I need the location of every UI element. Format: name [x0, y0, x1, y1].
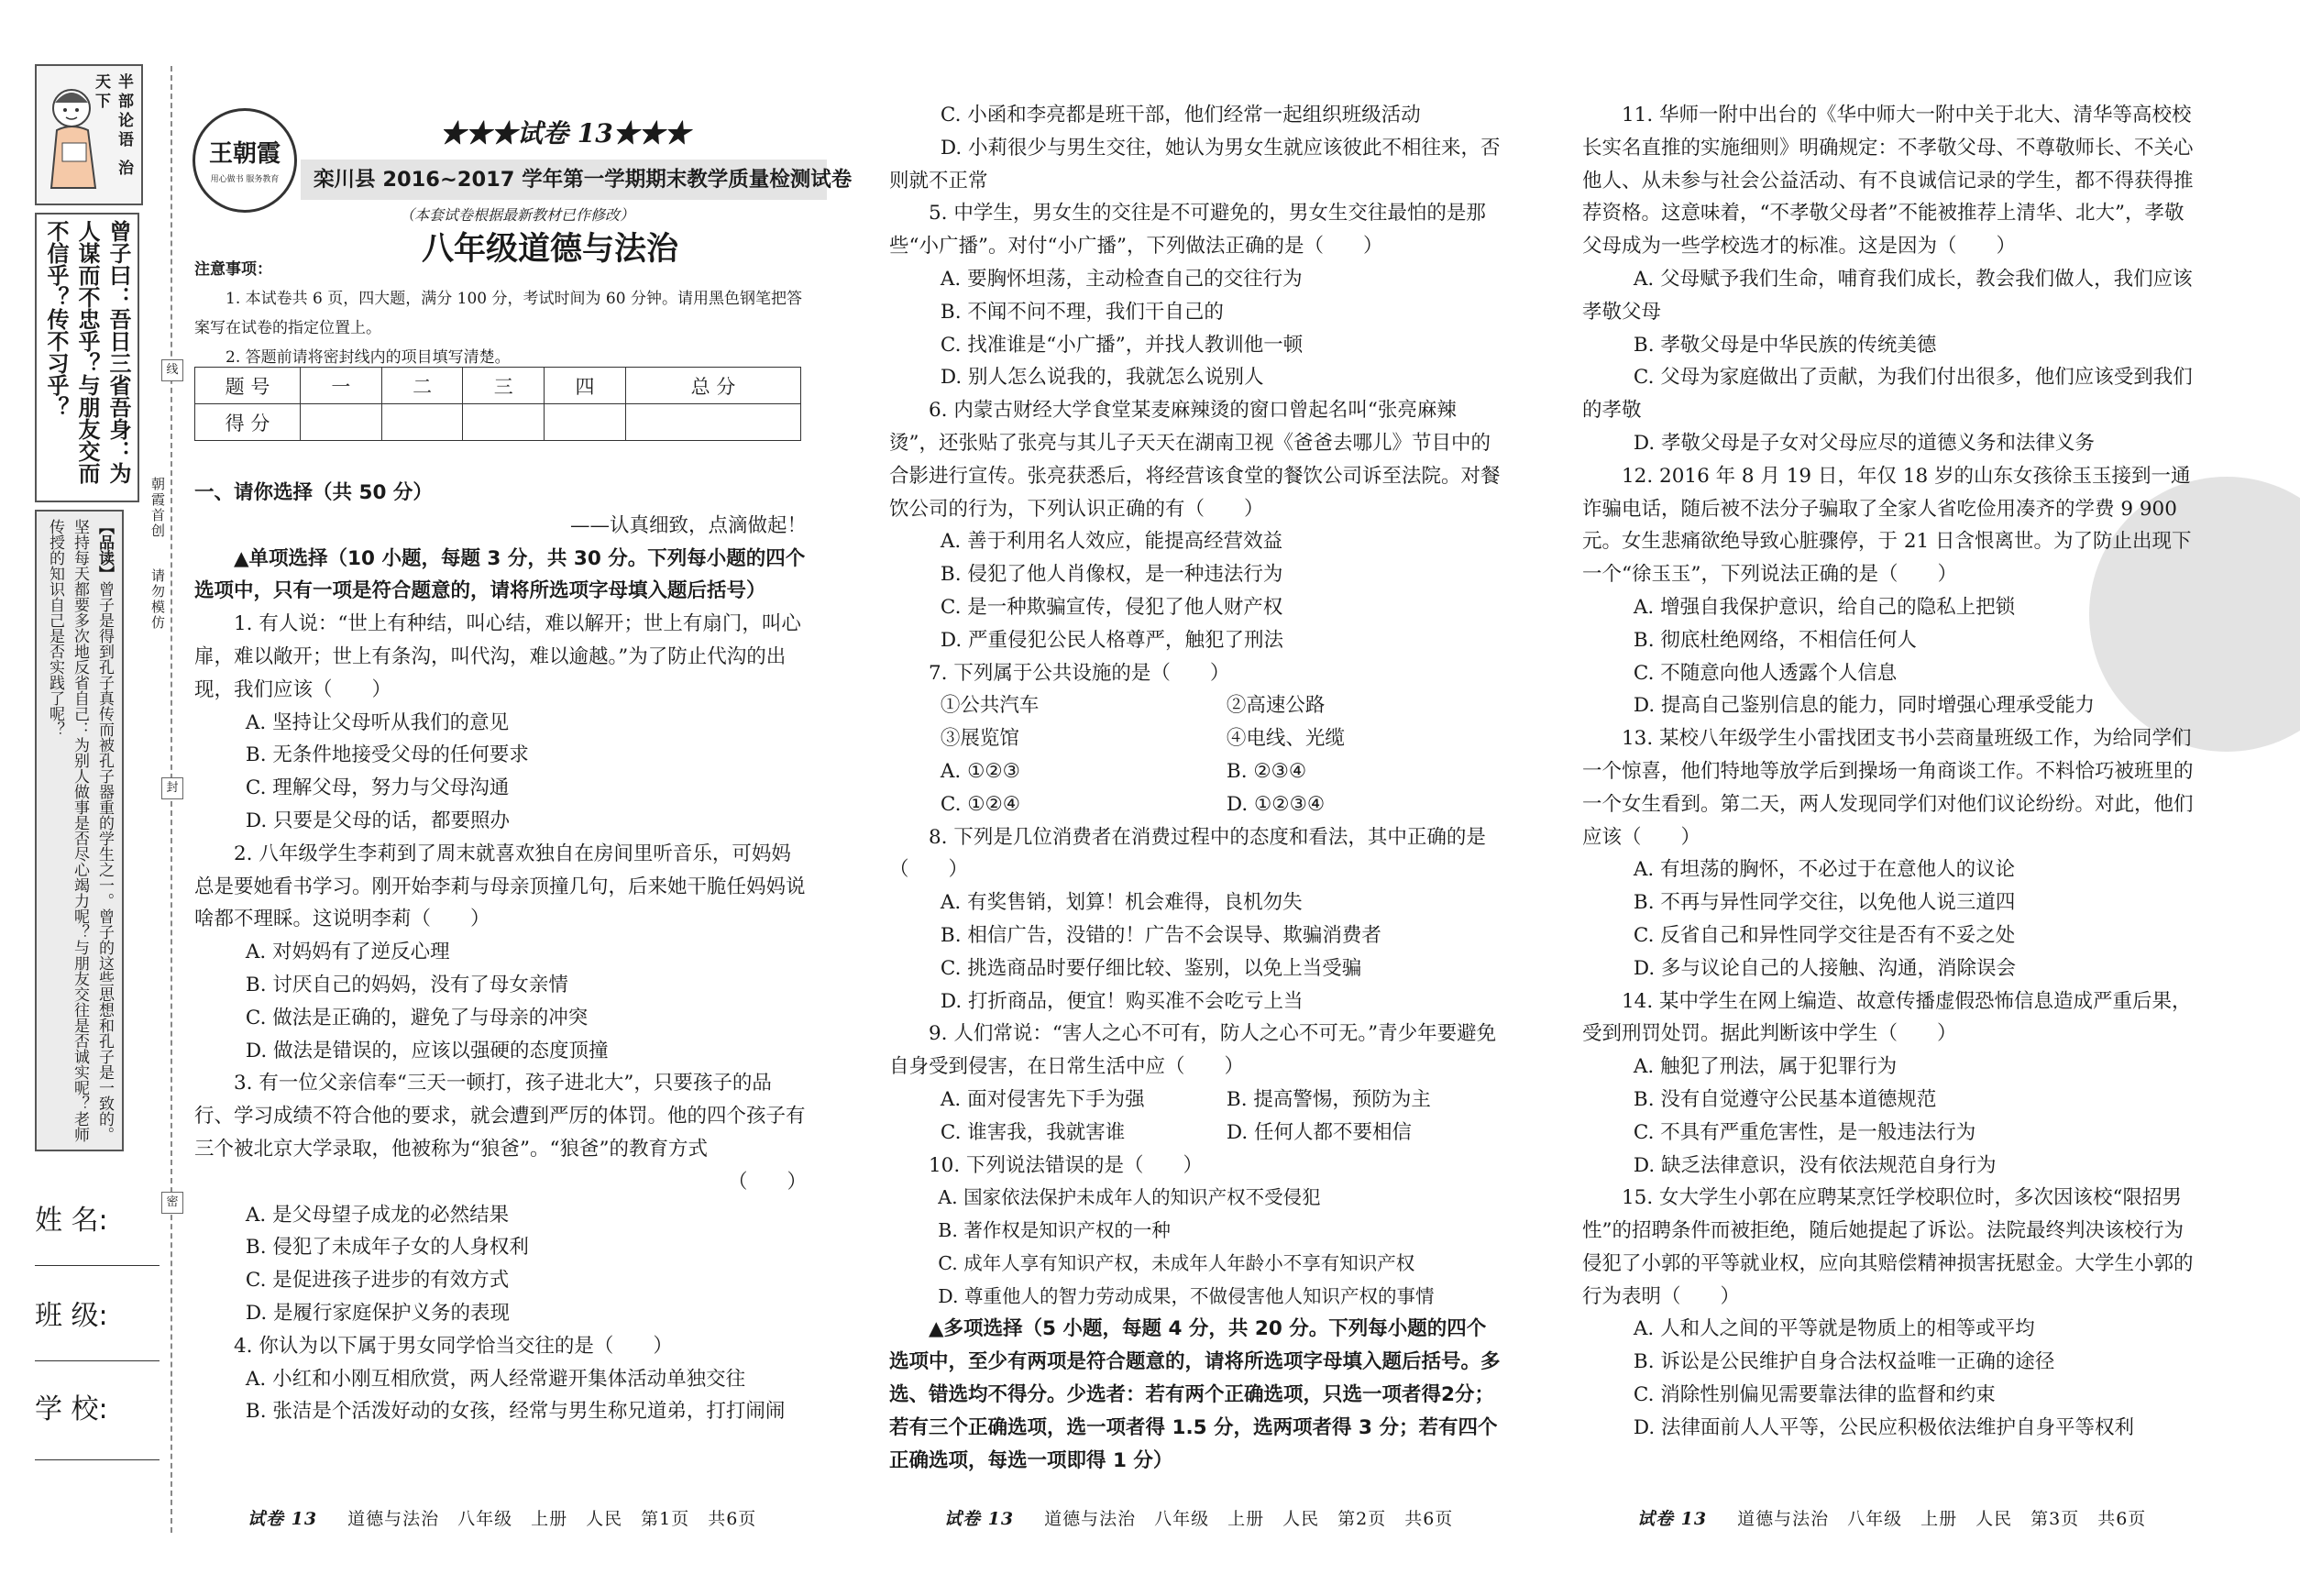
question-11: 11. 华师一附中出台的《华中师大一附中关于北大、清华等高校校长实名直推的实施细则》明确规定：不孝敬父母、不尊敬师长、不关心他人、从未参与社会公益活动、有不良诚信记录的学生，都不得获得推荐资格。这意味着，“不孝敬父母者”不能被推荐上清华、北大”，孝敬父母成为一些学校选才的标准。这是因为（ ）	[1582, 104, 2194, 259]
q9-options-row	[889, 1117, 1503, 1150]
footer-paper-no: 试卷 13	[248, 1509, 318, 1529]
q13-option-d: D. 多与议论自己的人接触、沟通，消除误会	[1633, 956, 2017, 980]
q8-option-b: B. 相信广告，没错的！广告不会误导、欺骗消费者	[940, 923, 1381, 947]
table-cell: 得 分	[195, 404, 301, 441]
q7-option-b: B. ②③④	[1226, 759, 1307, 783]
q8-option-a: A. 有奖售销，划算！机会难得，良机勿失	[940, 891, 1303, 915]
q3-option-a: A. 是父母望子成龙的必然结果	[245, 1203, 510, 1227]
class-label: 班 级:	[35, 1300, 108, 1332]
q2-option-d: D. 做法是错误的，应该以强硬的态度顶撞	[245, 1039, 609, 1062]
header-box	[35, 64, 143, 205]
q10-option-a: A. 国家依法保护未成年人的知识产权不受侵犯	[938, 1186, 1321, 1209]
q15-option-c: C. 消除性别偏见需要靠法律的监督和约束	[1633, 1383, 1996, 1407]
exam-title: 栾川县 2016~2017 学年第一学期期末教学质量检测试卷	[301, 160, 827, 200]
q7-options-row	[889, 788, 1503, 821]
section-title: 一、请你选择（共 50 分）	[194, 481, 433, 504]
q15-option-d: D. 法律面前人人平等，公民应积极依法维护自身平等权利	[1633, 1415, 2135, 1439]
single-choice-intro: ▲单项选择（10 小题，每题 3 分，共 30 分。下列每小题的四个选项中，只有一项是符合题意的，请将所选项字母填入题后括号）	[194, 546, 806, 603]
motto: ——认真细致，点滴做起！	[569, 513, 807, 537]
table-cell: 题 号	[195, 368, 301, 404]
q3-option-d: D. 是履行家庭保护义务的表现	[245, 1301, 511, 1325]
publisher-logo	[193, 108, 297, 213]
question-15: 15. 女大学生小郭在应聘某烹饪学校职位时，多次因该校“限招男性”的招聘条件而被拒绝，随后她提起了诉讼。法院最终判决该校行为侵犯了小郭的平等就业权，应向其赔偿精神损害抚慰金。大学生小郭的行为表明（ ）	[1582, 1186, 2194, 1308]
strip-header-chars: 半部论语 治天下	[92, 73, 133, 179]
q4-option-d: D. 小莉很少与男生交往，她认为男女生就应该彼此不相往来，否则就不正常	[889, 136, 1501, 193]
q4-option-a: A. 小红和小刚互相欣赏，两人经常避开集体活动单独交往	[245, 1367, 746, 1391]
q10-option-c: C. 成年人享有知识产权，未成年人年龄小不享有知识产权	[938, 1251, 1415, 1274]
q3-option-c: C. 是促进孩子进步的有效方式	[245, 1269, 510, 1293]
question-1: 1. 有人说：“世上有种结，叫心结，难以解开；世上有扇门，叫心扉，难以敞开；世上有条沟，叫代沟，难以逾越。”为了防止代沟的出现，我们应该（ ）	[194, 612, 801, 701]
seal-line	[171, 66, 172, 1533]
question-5: 5. 中学生，男女生的交往是不可避免的，男女生交往最怕的是那些“小广播”。对付“小广播”，下列做法正确的是（ ）	[889, 202, 1486, 259]
q5-option-a: A. 要胸怀坦荡，主动检查自己的交往行为	[940, 267, 1303, 291]
q5-option-c: C. 找准谁是“小广播”，并找人教训他一顿	[940, 333, 1304, 357]
q14-option-b: B. 没有自觉遵守公民基本道德规范	[1633, 1087, 1937, 1111]
table-cell: 一	[301, 368, 382, 404]
fold-text-2: 请勿模仿	[149, 568, 166, 631]
q3-answer-paren[interactable]: （ ）	[727, 1170, 807, 1194]
q6-option-b: B. 侵犯了他人肖像权，是一种违法行为	[940, 563, 1283, 587]
name-input-line[interactable]	[35, 1265, 160, 1266]
question-7: 7. 下列属于公共设施的是（ ）	[929, 661, 1230, 685]
footer-info: 道德与法治 八年级 上册 人民 第2页 共6页	[1044, 1509, 1454, 1529]
q10-option-b: B. 著作权是知识产权的一种	[938, 1219, 1171, 1242]
q14-option-a: A. 触犯了刑法，属于犯罪行为	[1633, 1055, 1898, 1079]
q7-item: ①公共汽车	[940, 694, 1040, 718]
page2-body	[889, 99, 1503, 1477]
q2-option-c: C. 做法是正确的，避免了与母亲的冲突	[245, 1006, 589, 1029]
question-4: 4. 你认为以下属于男女同学恰当交往的是（ ）	[234, 1334, 673, 1358]
q4-option-b: B. 张洁是个活泼好动的女孩，经常与男生称兄道弟，打打闹闹	[245, 1400, 786, 1424]
q7-option-c: C. ①②④	[940, 792, 1021, 816]
logo-text: 王朝霞	[208, 140, 281, 168]
q6-option-d: D. 严重侵犯公民人格尊严，触犯了刑法	[940, 628, 1284, 652]
table-cell: 二	[381, 368, 463, 404]
q9-options-row	[889, 1084, 1503, 1117]
left-sidebar-strip	[35, 64, 143, 1151]
q7-item: ③展览馆	[940, 727, 1019, 751]
school-label: 学 校:	[35, 1393, 108, 1425]
q9-option-b: B. 提高警惕，预防为主	[1226, 1087, 1431, 1111]
q12-option-a: A. 增强自我保护意识，给自己的隐私上把锁	[1633, 595, 2016, 619]
q7-item: ②高速公路	[1226, 694, 1326, 718]
q14-option-d: D. 缺乏法律意识，没有依法规范自身行为	[1633, 1153, 1997, 1177]
q2-option-a: A. 对妈妈有了逆反心理	[245, 941, 450, 964]
pindu-text: 曾子是得到孔子真传而被孔子器重的学生之一。曾子的这些思想和孔子是一致的。坚持每天都要多次地反省自己：为别人做事是否尽心竭力呢？与朋友交往是否诚实呢？老师传授的知识自己是否实践了呢？	[46, 519, 114, 1142]
score-input-cell[interactable]	[463, 404, 545, 441]
multi-choice-intro: ▲多项选择（5 小题，每题 4 分，共 20 分。下列每小题的四个选项中，至少有两项是符合题意的，请将所选项字母填入题后括号。多选、错选均不得分。少选者：若有两个正确选项，只选一项者得2分；若有三个正确选项，选一项者得 1.5 分，选两项者得 3 分；若有四个正确选项，每选一项即得 1 分）	[889, 1317, 1501, 1472]
q7-items-row	[889, 722, 1503, 755]
q7-items-row	[889, 689, 1503, 722]
question-9: 9. 人们常说：“害人之心不可有，防人之心不可无。”青少年要避免自身受到侵害，在日常生活中应（ ）	[889, 1022, 1497, 1079]
score-input-cell[interactable]	[301, 404, 382, 441]
q7-option-a: A. ①②③	[940, 759, 1020, 783]
q9-option-d: D. 任何人都不要相信	[1226, 1120, 1413, 1144]
q8-option-d: D. 打折商品，便宜！购买准不会吃亏上当	[940, 989, 1304, 1013]
q7-options-row	[889, 755, 1503, 788]
q12-option-c: C. 不随意向他人透露个人信息	[1633, 661, 1898, 685]
revision-note: （本套试卷根据最新教材已作修改）	[400, 206, 635, 224]
q15-option-a: A. 人和人之间的平等就是物质上的相等或平均	[1633, 1317, 2035, 1341]
q12-option-b: B. 彻底杜绝网络，不相信任何人	[1633, 628, 1917, 652]
table-cell: 三	[463, 368, 545, 404]
page2-footer	[944, 1505, 1453, 1530]
logo-subtext: 用心做书 服务教育	[210, 175, 280, 184]
q5-option-b: B. 不闻不问不理，我们干自己的	[940, 300, 1224, 324]
question-6: 6. 内蒙古财经大学食堂某麦麻辣烫的窗口曾起名叫“张亮麻辣烫”，还张贴了张亮与其儿子天天在湖南卫视《爸爸去哪儿》节目中的合影进行宣传。张亮获悉后，将经营该食堂的餐饮公司诉至法院。对餐饮公司的行为，下列认识正确的有（ ）	[889, 399, 1501, 521]
q11-option-a: A. 父母赋予我们生命，哺育我们成长，教会我们做人，我们应该孝敬父母	[1582, 267, 2193, 324]
fold-tag-mi: 密	[161, 1192, 183, 1214]
q11-option-d: D. 孝敬父母是子女对父母应尽的道德义务和法律义务	[1633, 431, 2096, 455]
q1-option-a: A. 坚持让父母听从我们的意见	[245, 710, 510, 734]
q13-option-b: B. 不再与异性同学交往，以免他人说三道四	[1633, 891, 2016, 915]
table-row	[195, 404, 801, 441]
q12-option-d: D. 提高自己鉴别信息的能力，同时增强心理承受能力	[1633, 694, 2096, 718]
page1-footer	[248, 1505, 756, 1530]
subject-title: 八年级道德与法治	[422, 231, 679, 268]
q3-option-b: B. 侵犯了未成年子女的人身权利	[245, 1236, 529, 1260]
score-input-cell[interactable]	[545, 404, 626, 441]
q14-option-c: C. 不具有严重危害性，是一般违法行为	[1633, 1120, 1976, 1144]
notice-item-2: 2. 答题前请将密封线内的项目填写清楚。	[226, 348, 511, 367]
notice-item-1: 1. 本试卷共 6 页，四大题，满分 100 分，考试时间为 60 分钟。请用黑色钢笔把答案写在试卷的指定位置上。	[194, 290, 802, 337]
score-input-cell[interactable]	[381, 404, 463, 441]
pindu-label: 【品读】	[95, 519, 114, 581]
score-table	[194, 367, 801, 441]
footer-paper-no: 试卷 13	[944, 1509, 1015, 1529]
quote-box: 曾子曰：吾日三省吾身：为人谋而不忠乎？与朋友交而不信乎？传不习乎？	[35, 213, 139, 502]
page3-body	[1582, 99, 2196, 1445]
q13-option-a: A. 有坦荡的胸怀，不必过于在意他人的议论	[1633, 858, 2016, 882]
question-13: 13. 某校八年级学生小雷找团支书小芸商量班级工作，为给同学们一个惊喜，他们特地等放学后到操场一角商谈工作。不料恰巧被班里的一个女生看到。第二天，两人发现同学们对他们议论纷纷。对此，他们应该（ ）	[1582, 727, 2194, 849]
notice	[194, 255, 809, 372]
question-14: 14. 某中学生在网上编造、故意传播虚假恐怖信息造成严重后果，受到刑罚处罚。据此判断该中学生（ ）	[1582, 989, 2192, 1046]
q6-option-c: C. 是一种欺骗宣传，侵犯了他人财产权	[940, 595, 1283, 619]
q11-option-b: B. 孝敬父母是中华民族的传统美德	[1633, 333, 1937, 357]
pindu-box	[35, 510, 124, 1151]
q1-option-c: C. 理解父母，努力与父母沟通	[245, 776, 510, 800]
question-3: 3. 有一位父亲信奉“三天一顿打，孩子进北大”，只要孩子的品行、学习成绩不符合他的要求，就会遭到严厉的体罚。他的四个孩子有三个被北京大学录取，他被称为“狼爸”。“狼爸”的教育方式	[194, 1072, 806, 1161]
score-input-cell[interactable]	[625, 404, 800, 441]
question-2: 2. 八年级学生李莉到了周末就喜欢独自在房间里听音乐，可妈妈总是要她看书学习。刚开始李莉与母亲顶撞几句，后来她干脆任妈妈说啥都不理睬。这说明李莉（ ）	[194, 842, 806, 931]
class-input-line[interactable]	[35, 1360, 160, 1361]
q11-option-c: C. 父母为家庭做出了贡献，为我们付出很多，他们应该受到我们的孝敬	[1582, 366, 2193, 423]
fold-tag-xian: 线	[161, 359, 183, 381]
q1-option-d: D. 只要是父母的话，都要照办	[245, 809, 511, 832]
page3-footer	[1637, 1505, 2146, 1530]
q9-option-c: C. 谁害我，我就害谁	[940, 1120, 1126, 1144]
question-12: 12. 2016 年 8 月 19 日，年仅 18 岁的山东女孩徐玉玉接到一通诈骗电话，随后被不法分子骗取了全家人省吃俭用凑齐的学费 9 900 元。女生悲痛欲绝导致心脏骤停，于 21 日含恨离世。为了防止出现下一个“徐玉玉”，下列说法正确的是（ ）	[1582, 464, 2192, 587]
fold-text-1: 朝霞首创	[149, 477, 166, 539]
q6-option-a: A. 善于利用名人效应，能提高经营效益	[940, 530, 1283, 554]
q8-option-c: C. 挑选商品时要仔细比较、鉴别，以免上当受骗	[940, 956, 1362, 980]
q1-option-b: B. 无条件地接受父母的任何要求	[245, 743, 529, 767]
notice-title: 注意事项：	[194, 260, 272, 279]
q7-option-d: D. ①②③④	[1226, 792, 1326, 816]
school-input-line[interactable]	[35, 1459, 160, 1460]
q9-option-a: A. 面对侵害先下手为强	[940, 1087, 1145, 1111]
table-cell: 总 分	[625, 368, 800, 404]
table-cell: 四	[545, 368, 626, 404]
q4-option-c: C. 小函和李亮都是班干部，他们经常一起组织班级活动	[940, 104, 1421, 127]
q10-option-d: D. 尊重他人的智力劳动成果，不做侵害他人知识产权的事情	[938, 1284, 1435, 1307]
footer-info: 道德与法治 八年级 上册 人民 第3页 共6页	[1737, 1509, 2147, 1529]
page1-body	[194, 477, 807, 1428]
question-10: 10. 下列说法错误的是（ ）	[929, 1153, 1204, 1177]
fold-tag-feng: 封	[161, 777, 183, 799]
question-8: 8. 下列是几位消费者在消费过程中的态度和看法，其中正确的是（ ）	[889, 825, 1486, 882]
table-row	[195, 368, 801, 404]
q13-option-c: C. 反省自己和异性同学交往是否有不妥之处	[1633, 923, 2016, 947]
footer-info: 道德与法治 八年级 上册 人民 第1页 共6页	[347, 1509, 757, 1529]
q5-option-d: D. 别人怎么说我的，我就怎么说别人	[940, 366, 1264, 390]
q2-option-b: B. 讨厌自己的妈妈，没有了母女亲情	[245, 973, 568, 996]
q15-option-b: B. 诉讼是公民维护自身合法权益唯一正确的途径	[1633, 1350, 2055, 1374]
q7-item: ④电线、光缆	[1226, 727, 1345, 751]
name-label: 姓 名:	[35, 1205, 108, 1237]
footer-paper-no: 试卷 13	[1637, 1509, 1708, 1529]
paper-number: ★★★试卷 13★★★	[440, 118, 690, 149]
